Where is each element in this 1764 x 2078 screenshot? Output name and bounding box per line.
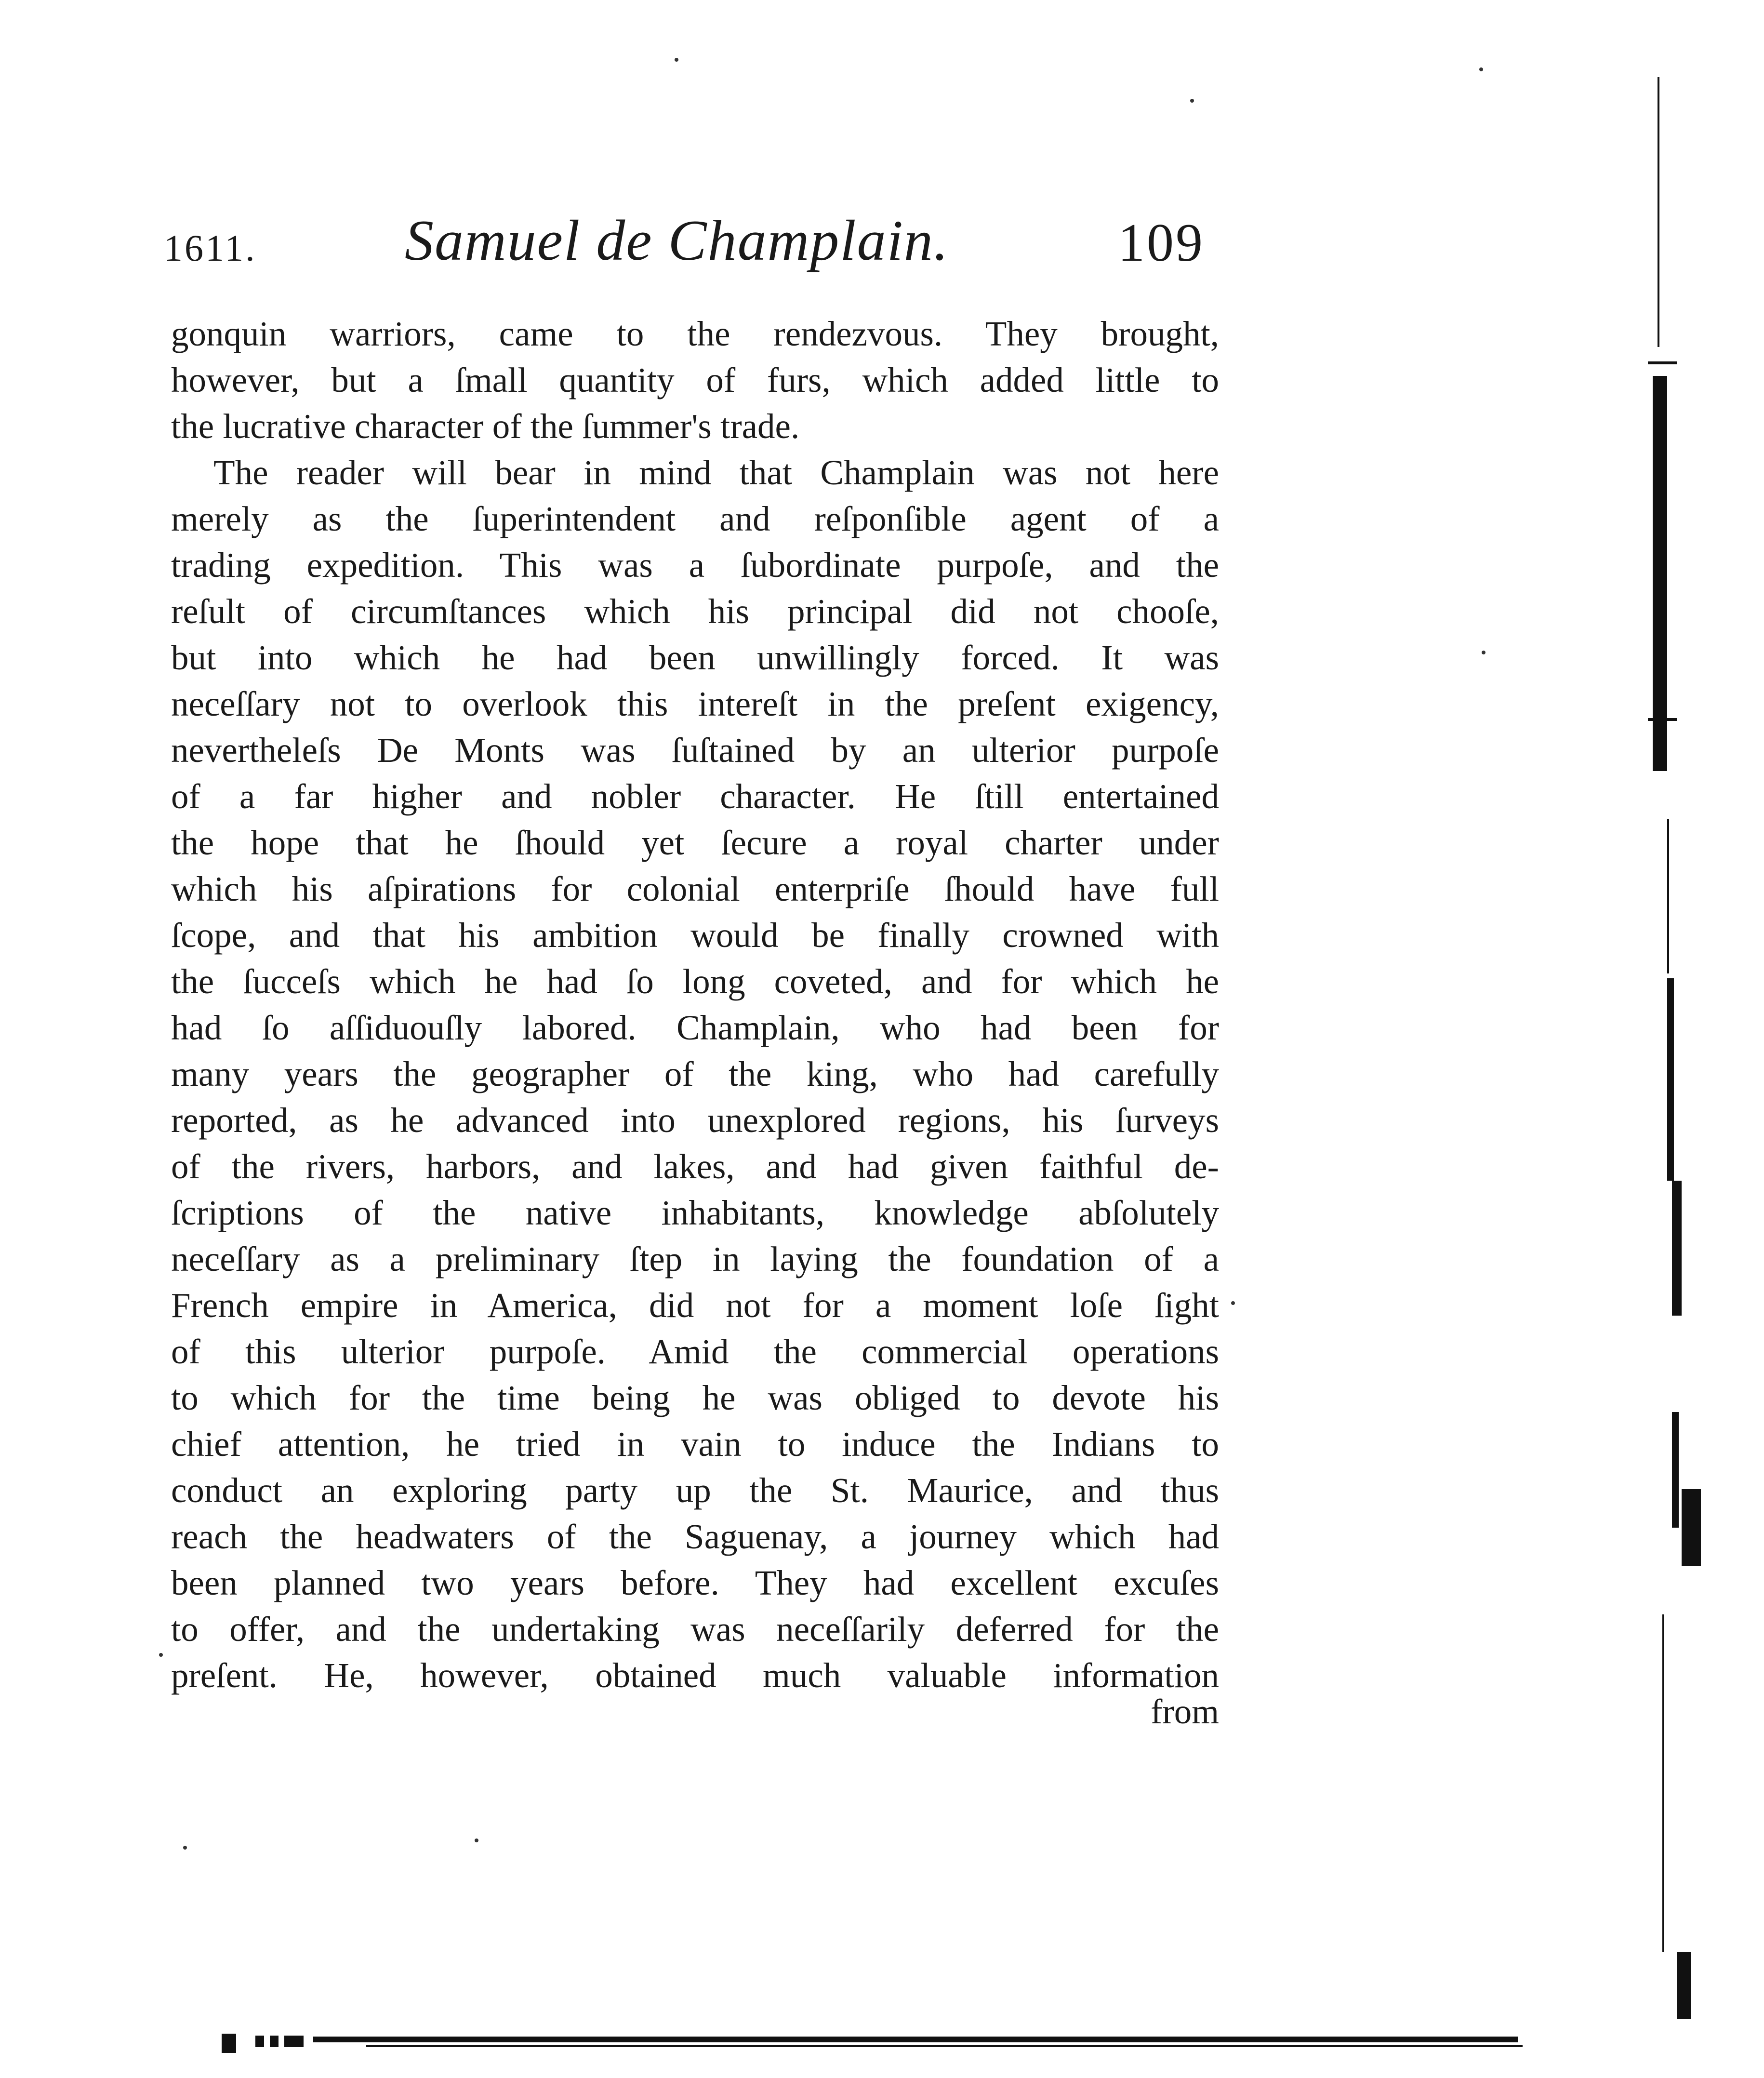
- text-line: of a far higher and nobler character. He ſtill entertained: [171, 777, 1219, 816]
- scan-speck: [1482, 651, 1485, 654]
- scan-speck: [475, 1838, 478, 1842]
- page-number: 109: [1118, 213, 1205, 273]
- scan-speck: [1231, 1301, 1235, 1305]
- text-line: the lucrative character of the ſummer's trade.: [171, 407, 800, 446]
- text-line: of the rivers, harbors, and lakes, and had given faithful de-: [171, 1147, 1219, 1186]
- text-line: neceſſary as a preliminary ſtep in laying the foundation of a: [171, 1239, 1219, 1279]
- text-line: the hope that he ſhould yet ſecure a royal charter under: [171, 823, 1219, 862]
- scan-speck: [183, 1846, 187, 1850]
- text-line: however, but a ſmall quantity of furs, which added little to: [171, 360, 1219, 400]
- scan-speck: [1190, 99, 1194, 103]
- scan-gutter-shadow: [1648, 72, 1725, 2048]
- text-line: French empire in America, did not for a moment loſe ſight: [171, 1286, 1219, 1325]
- text-line: ſcope, and that his ambition would be finally crowned with: [171, 916, 1219, 955]
- text-line: which his aſpirations for colonial enterpriſe ſhould have full: [171, 869, 1219, 908]
- scan-bottom-shadow: [222, 2034, 1667, 2053]
- body-text: [171, 311, 1219, 1699]
- text-line: conduct an exploring party up the St. Maurice, and thus: [171, 1471, 1219, 1510]
- running-title: Samuel de Champlain.: [405, 208, 949, 272]
- header-year: 1611.: [164, 227, 257, 269]
- running-header: [164, 207, 1205, 294]
- text-line: to offer, and the undertaking was neceſſarily deferred for the: [171, 1610, 1219, 1649]
- scan-speck: [675, 58, 678, 62]
- text-line: reported, as he advanced into unexplored regions, his ſurveys: [171, 1101, 1219, 1140]
- text-line: the ſucceſs which he had ſo long coveted, and for which he: [171, 962, 1219, 1001]
- text-line: nevertheleſs De Monts was ſuſtained by an ulterior purpoſe: [171, 731, 1219, 770]
- text-line: ſcriptions of the native inhabitants, knowledge abſolutely: [171, 1193, 1219, 1232]
- scan-speck: [159, 1653, 163, 1657]
- text-line: many years the geographer of the king, who had carefully: [171, 1054, 1219, 1093]
- text-line: trading expedition. This was a ſubordinate purpoſe, and the: [171, 546, 1219, 585]
- text-line: neceſſary not to overlook this intereſt in the preſent exigency,: [171, 684, 1219, 723]
- scan-speck: [1479, 67, 1483, 71]
- text-line: but into which he had been unwillingly forced. It was: [171, 638, 1219, 677]
- text-line: chief attention, he tried in vain to induce the Indians to: [171, 1425, 1219, 1464]
- text-line: reſult of circumſtances which his principal did not chooſe,: [171, 592, 1219, 631]
- catchword: from: [1151, 1692, 1219, 1731]
- text-line: preſent. He, however, obtained much valuable information: [171, 1656, 1219, 1695]
- text-line: reach the headwaters of the Saguenay, a journey which had: [171, 1517, 1219, 1556]
- text-line: gonquin warriors, came to the rendezvous. They brought,: [171, 314, 1219, 353]
- text-line: had ſo aſſiduouſly labored. Champlain, who had been for: [171, 1008, 1219, 1047]
- text-line: to which for the time being he was obliged to devote his: [171, 1378, 1219, 1417]
- text-line: of this ulterior purpoſe. Amid the commercial operations: [171, 1332, 1219, 1371]
- text-line: The reader will bear in mind that Champlain was not here: [213, 453, 1219, 492]
- text-line: merely as the ſuperintendent and reſponſible agent of a: [171, 499, 1219, 538]
- text-line: been planned two years before. They had excellent excuſes: [171, 1563, 1219, 1602]
